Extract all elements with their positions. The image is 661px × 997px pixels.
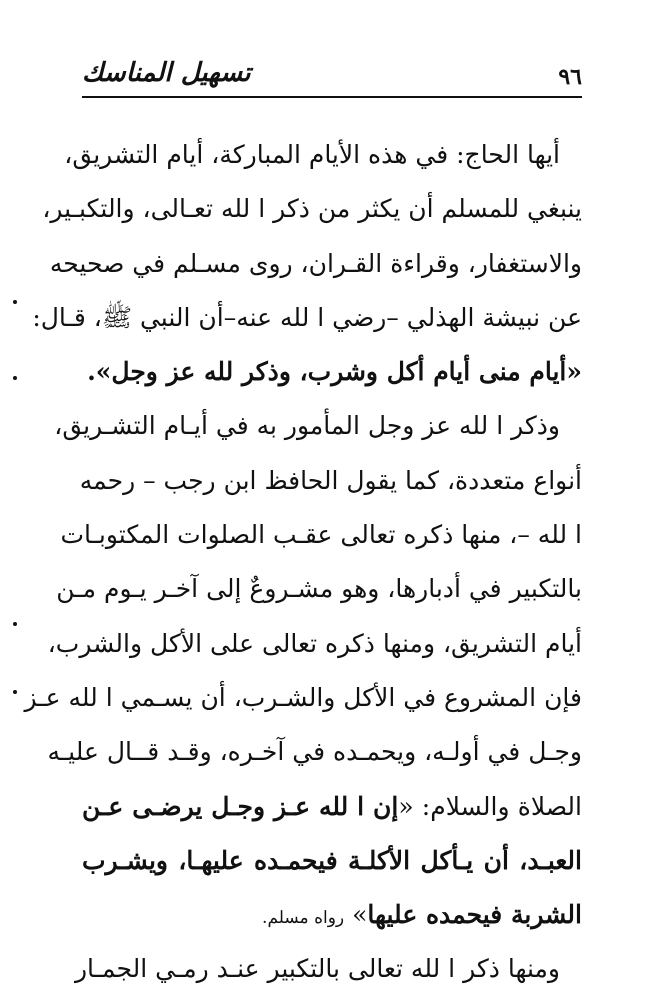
body-text bbox=[24, 128, 582, 997]
text-line bbox=[82, 834, 582, 888]
text-segment: أيها الحاج: في هذه الأيام المباركة، أيام التشريق، bbox=[64, 140, 560, 169]
text-line bbox=[47, 725, 582, 779]
text-segment: رواه مسلم. bbox=[262, 908, 345, 929]
text-segment: الصلاة والسلام: « bbox=[398, 791, 582, 821]
margin-mark bbox=[13, 376, 17, 380]
header-rule bbox=[82, 96, 582, 98]
text-segment: أيام التشريق، ومنها ذكره تعالى على الأكل والشرب، bbox=[47, 628, 582, 658]
text-line bbox=[82, 780, 582, 834]
text-segment: » bbox=[344, 900, 368, 930]
text-line bbox=[79, 454, 582, 508]
text-segment: ا لله –، منها ذكره تعالى عقـب الصلوات المكتوبـات bbox=[60, 520, 582, 550]
text-segment: وجـل في أولـه، ويحمـده في آخـره، وقـد قــال عليـه bbox=[47, 737, 582, 767]
text-line bbox=[54, 399, 582, 453]
text-line bbox=[49, 237, 582, 291]
bold-text-segment: إن ا لله عـز وجـل يرضـى عـن bbox=[82, 791, 399, 821]
text-segment: عن نبيشة الهذلي –رضي ا لله عنه–أن النبي ﷺ، قـال: bbox=[32, 302, 582, 332]
bold-text-segment: «أيام منى أيام أكل وشرب، وذكر لله عز وجل». bbox=[87, 357, 582, 387]
running-title: تسهيل المناسك bbox=[82, 58, 251, 88]
text-segment: وذكر ا لله عز وجل المأمور به في أيـام التشـريق، bbox=[54, 411, 560, 441]
page-header bbox=[82, 58, 582, 94]
page-number: ٩٦ bbox=[558, 64, 582, 90]
text-line bbox=[64, 128, 582, 182]
text-segment: بالتكبير في أدبارها، وهو مشـروعٌ إلى آخـر يـوم مـن bbox=[56, 574, 582, 604]
text-line bbox=[74, 942, 582, 996]
margin-mark bbox=[13, 622, 17, 626]
text-line bbox=[60, 508, 582, 562]
bold-text-segment: الشربة فيحمده عليها bbox=[367, 900, 582, 930]
bold-text-segment: العبـد، أن يـأكل الأكلـة فيحمـده عليهـا، ويشـرب bbox=[82, 845, 582, 875]
text-segment: ومنها ذكر ا لله تعالى بالتكبير عنـد رمـي الجمـار bbox=[74, 954, 560, 984]
text-line bbox=[82, 888, 582, 942]
margin-mark bbox=[13, 300, 17, 304]
text-line bbox=[24, 671, 582, 725]
margin-mark bbox=[13, 690, 17, 694]
text-segment: ينبغي للمسلم أن يكثر من ذكر ا لله تعـالى، والتكبـير، bbox=[42, 194, 582, 224]
text-segment: أنواع متعددة، كما يقول الحافظ ابن رجب – رحمه bbox=[79, 465, 582, 495]
text-line bbox=[32, 291, 582, 345]
text-line bbox=[47, 617, 582, 671]
text-line bbox=[56, 562, 582, 616]
text-line bbox=[82, 345, 582, 399]
text-segment: فإن المشروع في الأكل والشـرب، أن يسـمي ا لله عـز bbox=[24, 682, 582, 712]
text-line bbox=[42, 182, 582, 236]
text-segment: والاستغفار، وقراءة القـران، روى مسـلم في صحيحه bbox=[49, 248, 582, 278]
